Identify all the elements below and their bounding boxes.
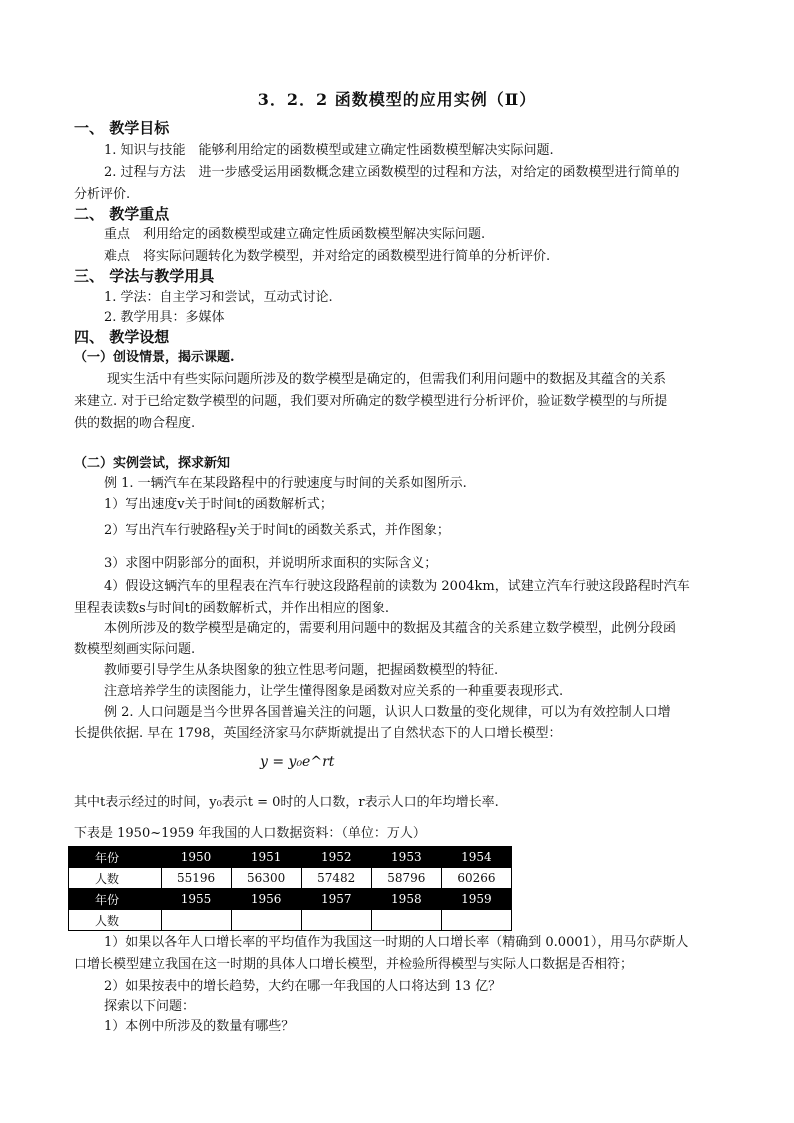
- section-heading-design: 四、 教学设想: [74, 328, 170, 346]
- table-cell: 1952: [301, 847, 371, 868]
- paragraph: 2. 过程与方法 进一步感受运用函数概念建立函数模型的过程和方法，对给定的函数模型进行简单的: [104, 165, 680, 180]
- table-row: [69, 847, 512, 868]
- table-cell: 57482: [301, 868, 371, 889]
- table-row: [69, 868, 512, 889]
- paragraph: 本例所涉及的数学模型是确定的，需要利用问题中的数据及其蕴含的关系建立数学模型，此例分段函: [104, 621, 677, 636]
- table-cell: [371, 910, 441, 931]
- section-heading-key-points: 二、 教学重点: [74, 205, 170, 223]
- table-cell: 55196: [161, 868, 231, 889]
- table-cell: 人数: [69, 910, 162, 931]
- paragraph: 4）假设这辆汽车的里程表在汽车行驶这段路程前的读数为 2004km，试建立汽车行驶这段路程时汽车: [104, 579, 690, 594]
- paragraph: 教师要引导学生从条块图象的独立性思考问题，把握函数模型的特征.: [104, 663, 499, 678]
- paragraph: 难点 将实际问题转化为数学模型，并对给定的函数模型进行简单的分析评价.: [104, 249, 551, 264]
- table-caption: 下表是 1950~1959 年我国的人口数据资料：（单位：万人）: [74, 826, 426, 841]
- paragraph: 口增长模型建立我国在这一时期的具体人口增长模型，并检验所得模型与实际人口数据是否相符；: [74, 957, 634, 972]
- paragraph: 重点 利用给定的函数模型或建立确定性质函数模型解决实际问题.: [104, 227, 486, 242]
- table-cell: 1956: [231, 889, 301, 910]
- paragraph: 注意培养学生的读图能力，让学生懂得图象是函数对应关系的一种重要表现形式.: [104, 684, 564, 699]
- subsection-heading: （二）实例尝试，探求新知: [74, 456, 231, 471]
- table-cell: 56300: [231, 868, 301, 889]
- table-cell: 年份: [69, 889, 162, 910]
- table-cell: 人数: [69, 868, 162, 889]
- paragraph: 供的数据的吻合程度.: [74, 416, 196, 431]
- subsection-heading: （一）创设情景，揭示课题.: [74, 350, 235, 365]
- paragraph: 长提供依据. 早在 1798，英国经济家马尔萨斯就提出了自然状态下的人口增长模型：: [74, 726, 562, 741]
- table-cell: 1958: [371, 889, 441, 910]
- table-cell: 60266: [441, 868, 511, 889]
- table-cell: [441, 910, 511, 931]
- paragraph: 2）写出汽车行驶路程y关于时间t的函数关系式，并作图象；: [104, 523, 450, 538]
- section-heading-methods: 三、 学法与教学用具: [74, 267, 215, 285]
- paragraph: 1）如果以各年人口增长率的平均值作为我国这一时期的人口增长率（精确到 0.0001），用马尔萨斯人: [104, 935, 689, 950]
- population-table: [68, 846, 512, 931]
- paragraph: 里程表读数s与时间t的函数解析式，并作出相应的图象.: [74, 601, 390, 616]
- table-cell: 1959: [441, 889, 511, 910]
- table-row: [69, 910, 512, 931]
- paragraph: 1. 知识与技能 能够利用给定的函数模型或建立确定性函数模型解决实际问题.: [104, 143, 554, 158]
- table-row: [69, 889, 512, 910]
- paragraph: 例 1. 一辆汽车在某段路程中的行驶速度与时间的关系如图所示.: [104, 476, 467, 491]
- table-cell: 1954: [441, 847, 511, 868]
- paragraph: 数模型刻画实际问题.: [74, 642, 196, 657]
- paragraph: 3）求图中阴影部分的面积，并说明所求面积的实际含义；: [104, 556, 438, 571]
- paragraph: 2. 教学用具：多媒体: [104, 310, 225, 325]
- table-cell: 1957: [301, 889, 371, 910]
- table-cell: 1950: [161, 847, 231, 868]
- paragraph: 例 2. 人口问题是当今世界各国普遍关注的问题，认识人口数量的变化规律，可以为有效控制人口增: [104, 705, 671, 720]
- table-cell: [301, 910, 371, 931]
- table-cell: [161, 910, 231, 931]
- paragraph: 1）本例中所涉及的数量有哪些？: [104, 1019, 295, 1034]
- paragraph: 现实生活中有些实际问题所涉及的数学模型是确定的，但需我们利用问题中的数据及其蕴含的关系: [107, 372, 667, 387]
- table-cell: 1955: [161, 889, 231, 910]
- table-cell: 1951: [231, 847, 301, 868]
- table-cell: 1953: [371, 847, 441, 868]
- page-title: 3．2．2 函数模型的应用实例（Ⅱ）: [257, 90, 537, 109]
- paragraph: 分析评价.: [74, 187, 131, 202]
- paragraph: 1. 学法：自主学习和尝试，互动式讨论.: [104, 290, 333, 305]
- table-cell: 58796: [371, 868, 441, 889]
- table-cell: 年份: [69, 847, 162, 868]
- malthus-formula: y = y₀e^rt: [260, 754, 335, 770]
- paragraph: 其中t表示经过的时间，y₀表示t = 0时的人口数，r表示人口的年均增长率.: [74, 795, 499, 810]
- paragraph: 1）写出速度v关于时间t的函数解析式；: [104, 497, 333, 512]
- paragraph: 2）如果按表中的增长趋势，大约在哪一年我国的人口将达到 13 亿？: [104, 979, 502, 994]
- paragraph: 来建立. 对于已给定数学模型的问题，我们要对所确定的数学模型进行分析评价，验证数学模型的与所提: [74, 394, 668, 409]
- table-cell: [231, 910, 301, 931]
- paragraph: 探索以下问题：: [104, 999, 196, 1014]
- section-heading-objectives: 一、 教学目标: [74, 119, 170, 137]
